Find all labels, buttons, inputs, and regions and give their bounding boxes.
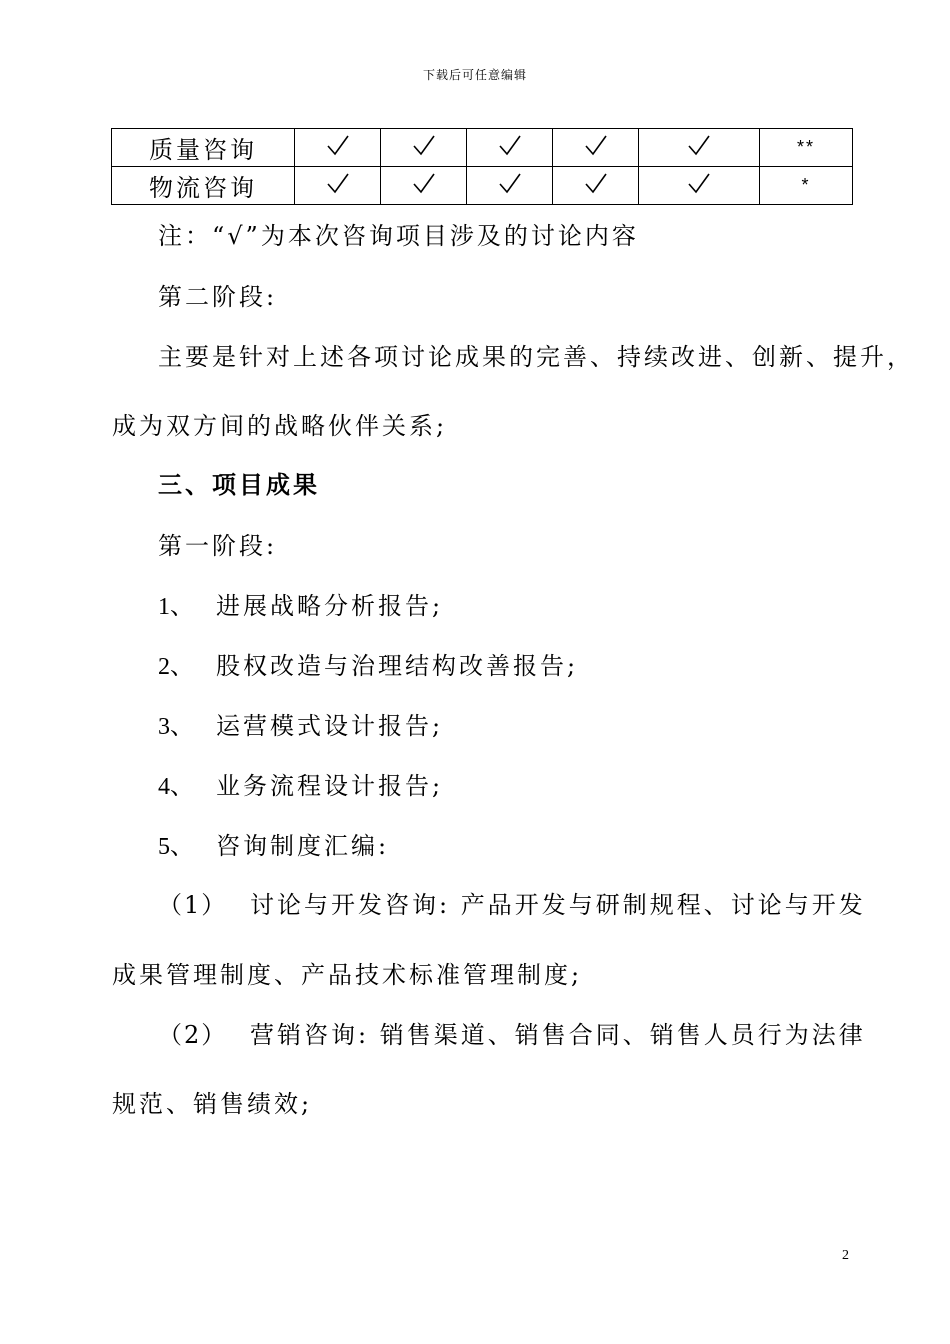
sub-item-2-line1 <box>158 1015 866 1050</box>
sub-item-1-line2: 成果管理制度、产品技术标准管理制度; <box>112 961 583 989</box>
check-cell <box>639 167 760 205</box>
list-item-number: 3、 <box>158 714 194 740</box>
check-mark-icon <box>584 172 608 194</box>
list-item <box>158 826 389 861</box>
sub-item-number: （1） <box>158 891 228 919</box>
check-mark-icon <box>687 172 711 194</box>
stage-one-heading: 第一阶段: <box>158 532 278 560</box>
list-item <box>158 646 578 681</box>
priority-stars: ** <box>760 129 853 167</box>
sub-item-2-line2: 规范、销售绩效; <box>112 1090 313 1118</box>
check-mark-icon <box>326 134 350 156</box>
table-row <box>112 129 853 167</box>
check-mark-icon <box>412 134 436 156</box>
check-mark-icon <box>412 172 436 194</box>
check-cell <box>553 167 639 205</box>
check-cell <box>381 167 467 205</box>
check-cell <box>467 167 553 205</box>
check-mark-icon <box>326 172 350 194</box>
check-cell <box>467 129 553 167</box>
list-item-number: 5、 <box>158 834 194 860</box>
list-item-text: 运营模式设计报告; <box>216 712 444 740</box>
sub-item-text: 营销咨询: 销售渠道、销售合同、销售人员行为法律 <box>250 1021 866 1049</box>
check-mark-icon <box>687 134 711 156</box>
list-item <box>158 586 443 621</box>
consulting-table <box>111 128 853 205</box>
check-cell <box>639 129 760 167</box>
row-label: 物流咨询 <box>112 167 295 205</box>
check-cell <box>295 167 381 205</box>
stage-two-text-line2: 成为双方间的战略伙伴关系; <box>112 412 448 440</box>
priority-stars: * <box>760 167 853 205</box>
sub-item-text: 讨论与开发咨询: 产品开发与研制规程、讨论与开发 <box>250 891 866 919</box>
row-label: 质量咨询 <box>112 129 295 167</box>
list-item-text: 业务流程设计报告; <box>216 772 444 800</box>
list-item-text: 进展战略分析报告; <box>216 592 444 620</box>
section-heading: 三、项目成果 <box>158 470 320 499</box>
list-item-number: 4、 <box>158 774 194 800</box>
table-note: 注：“√”为本次咨询项目涉及的讨论内容 <box>158 222 639 250</box>
check-cell <box>553 129 639 167</box>
list-item <box>158 766 443 801</box>
check-mark-icon <box>498 172 522 194</box>
check-mark-icon <box>498 134 522 156</box>
check-cell <box>381 129 467 167</box>
table-row <box>112 167 853 205</box>
check-cell <box>295 129 381 167</box>
page-header: 下载后可任意编辑 <box>422 68 527 82</box>
list-item-text: 咨询制度汇编: <box>216 832 390 860</box>
page-number: 2 <box>842 1248 849 1263</box>
list-item <box>158 706 443 741</box>
sub-item-number: （2） <box>158 1021 228 1049</box>
stage-two-text-line1: 主要是针对上述各项讨论成果的完善、持续改进、创新、提升， <box>158 343 914 371</box>
list-item-number: 1、 <box>158 594 194 620</box>
list-item-number: 2、 <box>158 654 194 680</box>
sub-item-1-line1 <box>158 885 866 920</box>
list-item-text: 股权改造与治理结构改善报告; <box>216 652 579 680</box>
stage-two-heading: 第二阶段: <box>158 283 278 311</box>
check-mark-icon <box>584 134 608 156</box>
